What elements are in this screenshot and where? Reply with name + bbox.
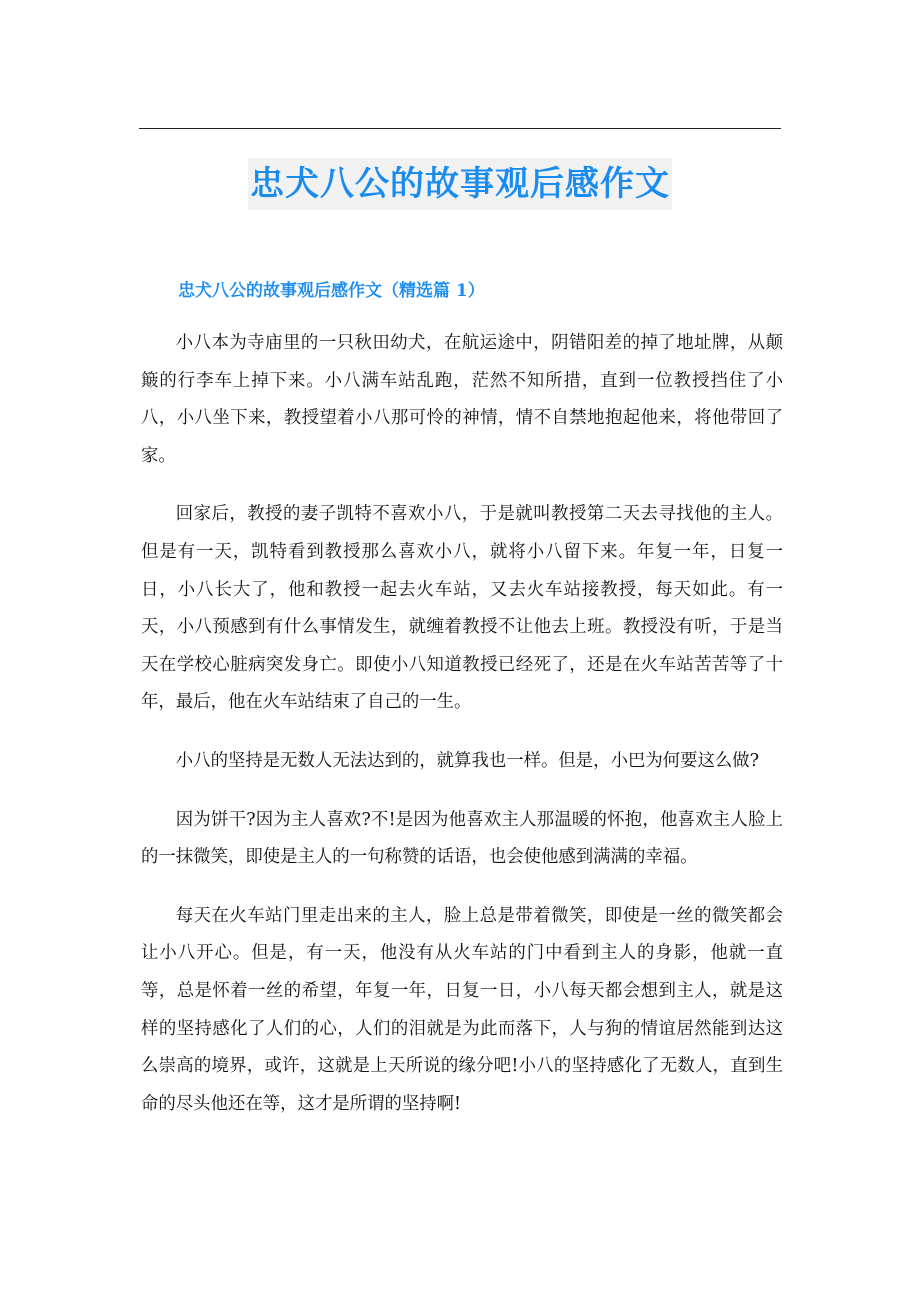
document-title-text: 忠犬八公的故事观后感作文 [248, 158, 672, 210]
document-title [0, 158, 920, 210]
paragraph: 小八的坚持是无数人无法达到的，就算我也一样。但是，小巴为何要这么做? [175, 750, 760, 771]
paragraph: 小八本为寺庙里的一只秋田幼犬，在航运途中，阴错阳差的掉了地址牌，从颠簸的行李车上掉下来。小八满车站乱跑，茫然不知所措，直到一位教授挡住了小八，小八坐下来，教授望着小八那可怜的神情，情不自禁地抱起他来，将他带回了家。 [141, 333, 783, 466]
paragraph: 每天在火车站门里走出来的主人，脸上总是带着微笑，即使是一丝的微笑都会让小八开心。但是，有一天，他没有从火车站的门中看到主人的身影，他就一直等，总是怀着一丝的希望，年复一年，日复一日，小八每天都会想到主人，就是这样的坚持感化了人们的心，人们的泪就是为此而落下，人与狗的情谊居然能到达这么崇高的境界，或许，这就是上天所说的缘分吧!小八的坚持感化了无数人，直到生命的尽头他还在等，这才是所谓的坚持啊! [141, 905, 783, 1114]
paragraph: 回家后，教授的妻子凯特不喜欢小八，于是就叫教授第二天去寻找他的主人。但是有一天，凯特看到教授那么喜欢小八，就将小八留下来。年复一年，日复一日，小八长大了，他和教授一起去火车站，又去火车站接教授，每天如此。有一天，小八预感到有什么事情发生，就缠着教授不让他去上班。教授没有听，于是当天在学校心脏病突发身亡。即使小八知道教授已经死了，还是在火车站苦苦等了十年，最后，他在火车站结束了自己的一生。 [141, 504, 783, 713]
paragraph: 因为饼干?因为主人喜欢?不!是因为他喜欢主人那温暖的怀抱，他喜欢主人脸上的一抹微笑，即使是主人的一句称赞的话语，也会使他感到满满的幸福。 [141, 809, 783, 868]
header-rule [139, 128, 781, 129]
document-body [141, 325, 783, 1144]
section-heading: 忠犬八公的故事观后感作文（精选篇 1） [178, 281, 485, 301]
